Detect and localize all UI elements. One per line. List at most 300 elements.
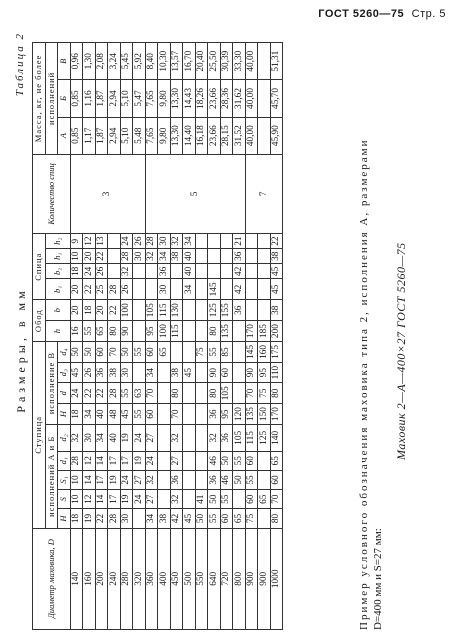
page-number: Стр. 5	[411, 8, 446, 20]
mass-cell: 9,80	[158, 80, 171, 117]
table-cell	[195, 264, 208, 279]
table-cell: 150	[258, 404, 271, 425]
table-cell: 20	[83, 249, 96, 264]
rotated-table-sheet	[12, 30, 432, 630]
table-cell: 30	[158, 234, 171, 249]
mass-cell: 3,24	[108, 43, 121, 80]
example-lead: Пример условного обозначения маховика типа 2, исполнения А, размерами	[358, 138, 370, 630]
table-cell: 24	[83, 264, 96, 279]
mass-cell: 28,15	[220, 117, 233, 154]
table-cell: 38	[170, 249, 183, 264]
table-cell	[258, 451, 271, 470]
table-cell: 28	[108, 279, 121, 300]
mass-cell: 8,40	[145, 43, 158, 80]
col-spoke-count: Количество спиц	[33, 154, 71, 233]
table-cell	[183, 404, 196, 425]
table-cell	[108, 264, 121, 279]
mass-cell: 13,30	[170, 80, 183, 117]
table-cell: 27	[170, 451, 183, 470]
table-cell: 720	[220, 528, 233, 629]
table-cell: 170	[270, 404, 283, 425]
group-spoke: Спица	[33, 234, 46, 300]
mass-cell: 45,70	[270, 80, 283, 117]
table-cell: 55	[245, 470, 258, 489]
group-hub-v: исполнение В	[45, 342, 58, 425]
table-cell: 22	[95, 249, 108, 264]
table-cell	[183, 342, 196, 363]
table-cell	[195, 249, 208, 264]
col-b1: b₁	[45, 279, 70, 300]
table-cell: 85	[220, 342, 233, 363]
table-cell: 22	[83, 383, 96, 404]
col-diameter: Диаметр маховика, D	[33, 528, 71, 629]
table-cell	[158, 425, 171, 452]
table-cell: 65	[258, 490, 271, 509]
table-cell: 160	[258, 342, 271, 363]
table-cell: 55	[120, 383, 133, 404]
table-cell: 135	[245, 404, 258, 425]
group-hub-ab: исполнений А и Б	[45, 425, 58, 529]
table-cell	[195, 234, 208, 249]
table-cell: 46	[220, 470, 233, 489]
table-cell	[208, 264, 221, 279]
table-cell	[245, 234, 258, 249]
table-cell: 50	[208, 490, 221, 509]
table-cell	[195, 362, 208, 382]
table-cell	[133, 279, 146, 300]
table-cell: 550	[195, 528, 208, 629]
table-cell: 27	[145, 425, 158, 452]
table-cell: 105	[220, 383, 233, 404]
table-cell: 27	[133, 470, 146, 489]
table-cell: 36	[208, 404, 221, 425]
table-cell: 640	[208, 528, 221, 629]
mass-cell: 18,26	[195, 80, 208, 117]
mass-cell: 13,57	[170, 43, 183, 80]
mass-cell: 7,65	[145, 117, 158, 154]
table-cell: 70	[270, 490, 283, 509]
table-cell	[258, 264, 271, 279]
table-cell: 800	[233, 528, 246, 629]
table-cell	[195, 404, 208, 425]
mass-cell: 5,48	[133, 117, 146, 154]
table-cell: 19	[133, 451, 146, 470]
table-cell: 100	[120, 300, 133, 321]
mass-cell: 16,18	[195, 117, 208, 154]
table-cell: 55	[208, 342, 221, 363]
table-cell	[158, 451, 171, 470]
table-row	[270, 43, 283, 630]
table-cell: 1000	[270, 528, 283, 629]
table-cell	[158, 490, 171, 509]
table-cell: 20	[70, 300, 83, 321]
table-cell: 30	[158, 279, 171, 300]
table-cell: 18	[70, 264, 83, 279]
mass-cell: 5,92	[133, 43, 146, 80]
table-cell: 95	[145, 321, 158, 342]
table-cell: 65	[158, 342, 171, 363]
table-cell: 115	[245, 425, 258, 452]
table-cell: 20	[70, 279, 83, 300]
table-cell: 450	[170, 528, 183, 629]
table-cell: 28	[120, 249, 133, 264]
table-cell	[133, 264, 146, 279]
table-cell: 28	[108, 509, 121, 528]
mass-cell: 40,00	[245, 80, 258, 117]
table-cell: 110	[270, 362, 283, 382]
mass-cell: 9,80	[158, 117, 171, 154]
table-cell: 50	[70, 342, 83, 363]
table-cell	[170, 342, 183, 363]
table-cell: 24	[145, 451, 158, 470]
table-cell	[170, 279, 183, 300]
mass-cell: 0,85	[70, 80, 83, 117]
table-cell: 280	[120, 528, 133, 629]
table-cell: 55	[133, 404, 146, 425]
table-cell: 45	[183, 362, 196, 382]
mass-cell: 0,96	[70, 43, 83, 80]
table-cell: 60	[270, 470, 283, 489]
table-cell	[183, 300, 196, 321]
table-cell: 42	[170, 509, 183, 528]
mass-cell: 16,70	[183, 43, 196, 80]
table-cell: 38	[170, 362, 183, 382]
table-cell	[245, 279, 258, 300]
table-cell: 12	[83, 451, 96, 470]
table-cell	[195, 425, 208, 452]
group-hub: Ступица	[33, 342, 46, 529]
table-cell	[245, 264, 258, 279]
table-cell	[195, 321, 208, 342]
table-cell: 900	[245, 528, 258, 629]
table-cell: 900	[258, 528, 271, 629]
col-S1: S₁	[58, 470, 71, 489]
table-cell: 60	[145, 404, 158, 425]
mass-cell: 23,66	[208, 117, 221, 154]
mass-cell: 14,43	[183, 80, 196, 117]
table-cell: 28	[108, 383, 121, 404]
col-mass-b: Б	[58, 80, 71, 117]
col-d2: d₂	[58, 425, 71, 452]
mass-cell: 51,31	[270, 43, 283, 80]
table-cell: 90	[120, 321, 133, 342]
table-cell: 30	[120, 509, 133, 528]
spoke-count-cell: 7	[245, 154, 283, 233]
table-cell: 34	[95, 425, 108, 452]
table-row	[133, 43, 146, 630]
col-d1: d₁	[58, 451, 71, 470]
spoke-count-cell: 5	[145, 154, 245, 233]
table-cell	[208, 234, 221, 249]
table-cell: 27	[145, 490, 158, 509]
table-row	[195, 43, 208, 630]
table-cell: 60	[220, 362, 233, 382]
table-cell	[145, 279, 158, 300]
table-cell: 65	[233, 509, 246, 528]
table-cell: 55	[133, 342, 146, 363]
mass-cell: 1,87	[95, 117, 108, 154]
mass-cell: 13,30	[170, 117, 183, 154]
table-cell: 19	[120, 425, 133, 452]
table-cell: 20	[95, 300, 108, 321]
col-d3: d₃	[58, 362, 71, 382]
mass-cell: 30,39	[220, 43, 233, 80]
mass-cell: 1,87	[95, 80, 108, 117]
table-cell: 45	[183, 509, 196, 528]
table-cell: 24	[120, 234, 133, 249]
table-cell: 75	[245, 509, 258, 528]
table-cell: 60	[245, 490, 258, 509]
table-row	[208, 43, 221, 630]
table-cell	[233, 321, 246, 342]
mass-cell: 5,47	[133, 80, 146, 117]
col-b: b	[45, 300, 70, 321]
table-cell	[258, 509, 271, 528]
table-cell: 40	[183, 264, 196, 279]
table-cell: 95	[220, 404, 233, 425]
table-row	[258, 43, 271, 630]
table-cell: 32	[120, 264, 133, 279]
table-cell	[258, 279, 271, 300]
table-cell	[220, 234, 233, 249]
table-cell	[233, 362, 246, 382]
table-cell: 13	[95, 234, 108, 249]
table-cell	[195, 383, 208, 404]
table-cell: 55	[208, 509, 221, 528]
mass-cell: 5,10	[120, 117, 133, 154]
table-cell: 10	[70, 490, 83, 509]
table-cell: 34	[183, 234, 196, 249]
table-cell: 40	[95, 404, 108, 425]
group-mass-exec: исполнений	[45, 43, 58, 155]
mass-cell: 1,16	[83, 80, 96, 117]
mass-cell: 33,30	[233, 43, 246, 80]
col-H: H	[58, 509, 71, 528]
col-Hv: H	[58, 404, 71, 425]
col-mass-a: А	[58, 117, 71, 154]
table-cell: 50	[220, 451, 233, 470]
table-cell: 40	[183, 249, 196, 264]
col-b2: b₂	[45, 264, 70, 279]
table-row	[120, 43, 133, 630]
table-cell: 80	[208, 383, 221, 404]
mass-cell	[258, 117, 271, 154]
table-cell	[220, 279, 233, 300]
table-cell: 36	[233, 249, 246, 264]
table-cell	[145, 264, 158, 279]
table-cell: 45	[70, 362, 83, 382]
table-cell: 60	[145, 342, 158, 363]
table-cell: 45	[270, 279, 283, 300]
table-cell: 17	[108, 490, 121, 509]
table-row	[145, 43, 158, 630]
mass-cell: 23,66	[208, 80, 221, 117]
table-cell: 24	[133, 425, 146, 452]
table-cell	[183, 383, 196, 404]
table-cell: 50	[195, 509, 208, 528]
table-cell	[233, 342, 246, 363]
mass-cell: 1,30	[83, 43, 96, 80]
table-cell: 12	[83, 234, 96, 249]
table-cell: 100	[158, 321, 171, 342]
table-cell: 34	[183, 279, 196, 300]
table-cell: 22	[108, 300, 121, 321]
group-mass: Масса, кг, не более	[33, 43, 46, 155]
table-cell: 19	[83, 509, 96, 528]
table-cell	[195, 470, 208, 489]
table-cell: 48	[108, 404, 121, 425]
table-cell	[258, 234, 271, 249]
table-cell: 26	[133, 234, 146, 249]
table-cell: 36	[158, 264, 171, 279]
table-body	[70, 43, 283, 630]
table-row	[83, 43, 96, 630]
table-cell: 22	[95, 509, 108, 528]
group-rim: Обод	[33, 300, 46, 342]
col-h1: h₁	[45, 249, 70, 264]
table-cell: 50	[83, 342, 96, 363]
mass-cell: 2,94	[108, 80, 121, 117]
table-cell	[108, 234, 121, 249]
mass-cell: 14,40	[183, 117, 196, 154]
table-cell	[183, 321, 196, 342]
table-cell: 32	[70, 425, 83, 452]
table-cell: 500	[183, 528, 196, 629]
table-cell: 25	[95, 279, 108, 300]
table-cell: 32	[170, 425, 183, 452]
table-cell: 18	[70, 509, 83, 528]
table-cell: 14	[83, 470, 96, 489]
example-notation: Маховик 2—А—400×27 ГОСТ 5260—75	[394, 242, 408, 460]
table-cell: 24	[120, 470, 133, 489]
table-cell: 34	[83, 404, 96, 425]
table-cell: 55	[83, 321, 96, 342]
table-cell: 34	[158, 249, 171, 264]
mass-cell: 1,17	[83, 117, 96, 154]
table-cell: 42	[233, 264, 246, 279]
table-cell: 14	[95, 451, 108, 470]
table-cell: 80	[270, 509, 283, 528]
table-cell: 18	[83, 300, 96, 321]
table-cell: 32	[145, 470, 158, 489]
table-cell: 41	[195, 490, 208, 509]
table-cell	[133, 321, 146, 342]
dimensions-table	[32, 42, 283, 630]
table-row	[70, 43, 83, 630]
table-cell: 22	[83, 279, 96, 300]
table-cell: 50	[120, 342, 133, 363]
table-cell: 36	[233, 300, 246, 321]
table-cell: 75	[195, 342, 208, 363]
table-cell: 70	[108, 342, 121, 363]
table-cell: 32	[170, 234, 183, 249]
table-cell: 120	[233, 404, 246, 425]
col-d: d	[58, 383, 71, 404]
table-row	[95, 43, 108, 630]
table-cell	[245, 249, 258, 264]
table-cell	[158, 362, 171, 382]
mass-cell: 31,62	[233, 80, 246, 117]
table-cell: 60	[220, 509, 233, 528]
table-cell: 200	[95, 528, 108, 629]
table-cell: 42	[233, 279, 246, 300]
table-cell	[170, 264, 183, 279]
table-cell: 125	[258, 425, 271, 452]
table-cell	[133, 300, 146, 321]
table-row	[245, 43, 258, 630]
table-cell: 240	[108, 528, 121, 629]
mass-cell: 7,65	[145, 80, 158, 117]
table-cell	[133, 509, 146, 528]
table-cell: 26	[120, 279, 133, 300]
mass-cell: 40,00	[245, 117, 258, 154]
mass-cell: 2,08	[95, 43, 108, 80]
table-cell: 170	[245, 321, 258, 342]
table-cell: 140	[270, 425, 283, 452]
table-cell: 38	[108, 362, 121, 382]
table-cell: 125	[208, 300, 221, 321]
table-cell	[208, 249, 221, 264]
col-S: S	[58, 490, 71, 509]
table-title: Размеры, в мм	[14, 287, 28, 413]
table-cell: 28	[145, 234, 158, 249]
table-cell: 95	[258, 362, 271, 382]
table-cell: 400	[158, 528, 171, 629]
table-cell: 55	[220, 490, 233, 509]
table-cell	[220, 249, 233, 264]
table-cell: 75	[258, 383, 271, 404]
table-cell	[233, 490, 246, 509]
table-cell: 24	[70, 383, 83, 404]
table-cell: 38	[270, 300, 283, 321]
mass-cell	[258, 80, 271, 117]
table-cell: 145	[245, 342, 258, 363]
table-cell	[133, 362, 146, 382]
table-cell	[158, 383, 171, 404]
table-cell: 63	[133, 383, 146, 404]
table-cell	[233, 383, 246, 404]
table-cell: 80	[170, 383, 183, 404]
table-cell	[158, 404, 171, 425]
mass-cell: 5,10	[120, 80, 133, 117]
table-cell: 145	[208, 279, 221, 300]
table-cell: 30	[133, 249, 146, 264]
table-cell	[183, 470, 196, 489]
table-cell	[258, 300, 271, 321]
table-cell: 19	[120, 490, 133, 509]
spoke-count-cell: 3	[70, 154, 145, 233]
mass-cell: 0,85	[70, 117, 83, 154]
table-cell: 10	[70, 470, 83, 489]
mass-cell: 31,52	[233, 117, 246, 154]
table-cell: 38	[270, 249, 283, 264]
table-cell	[108, 249, 121, 264]
table-cell: 90	[245, 362, 258, 382]
page-header	[318, 8, 446, 20]
table-cell: 80	[270, 383, 283, 404]
table-cell: 34	[145, 509, 158, 528]
table-cell: 45	[120, 404, 133, 425]
table-cell: 80	[108, 321, 121, 342]
table-cell: 17	[120, 451, 133, 470]
table-cell: 90	[208, 362, 221, 382]
table-cell: 36	[220, 425, 233, 452]
table-cell: 26	[83, 362, 96, 382]
table-cell: 185	[258, 321, 271, 342]
table-cell	[158, 470, 171, 489]
table-cell: 32	[145, 249, 158, 264]
mass-cell: 40,00	[245, 43, 258, 80]
